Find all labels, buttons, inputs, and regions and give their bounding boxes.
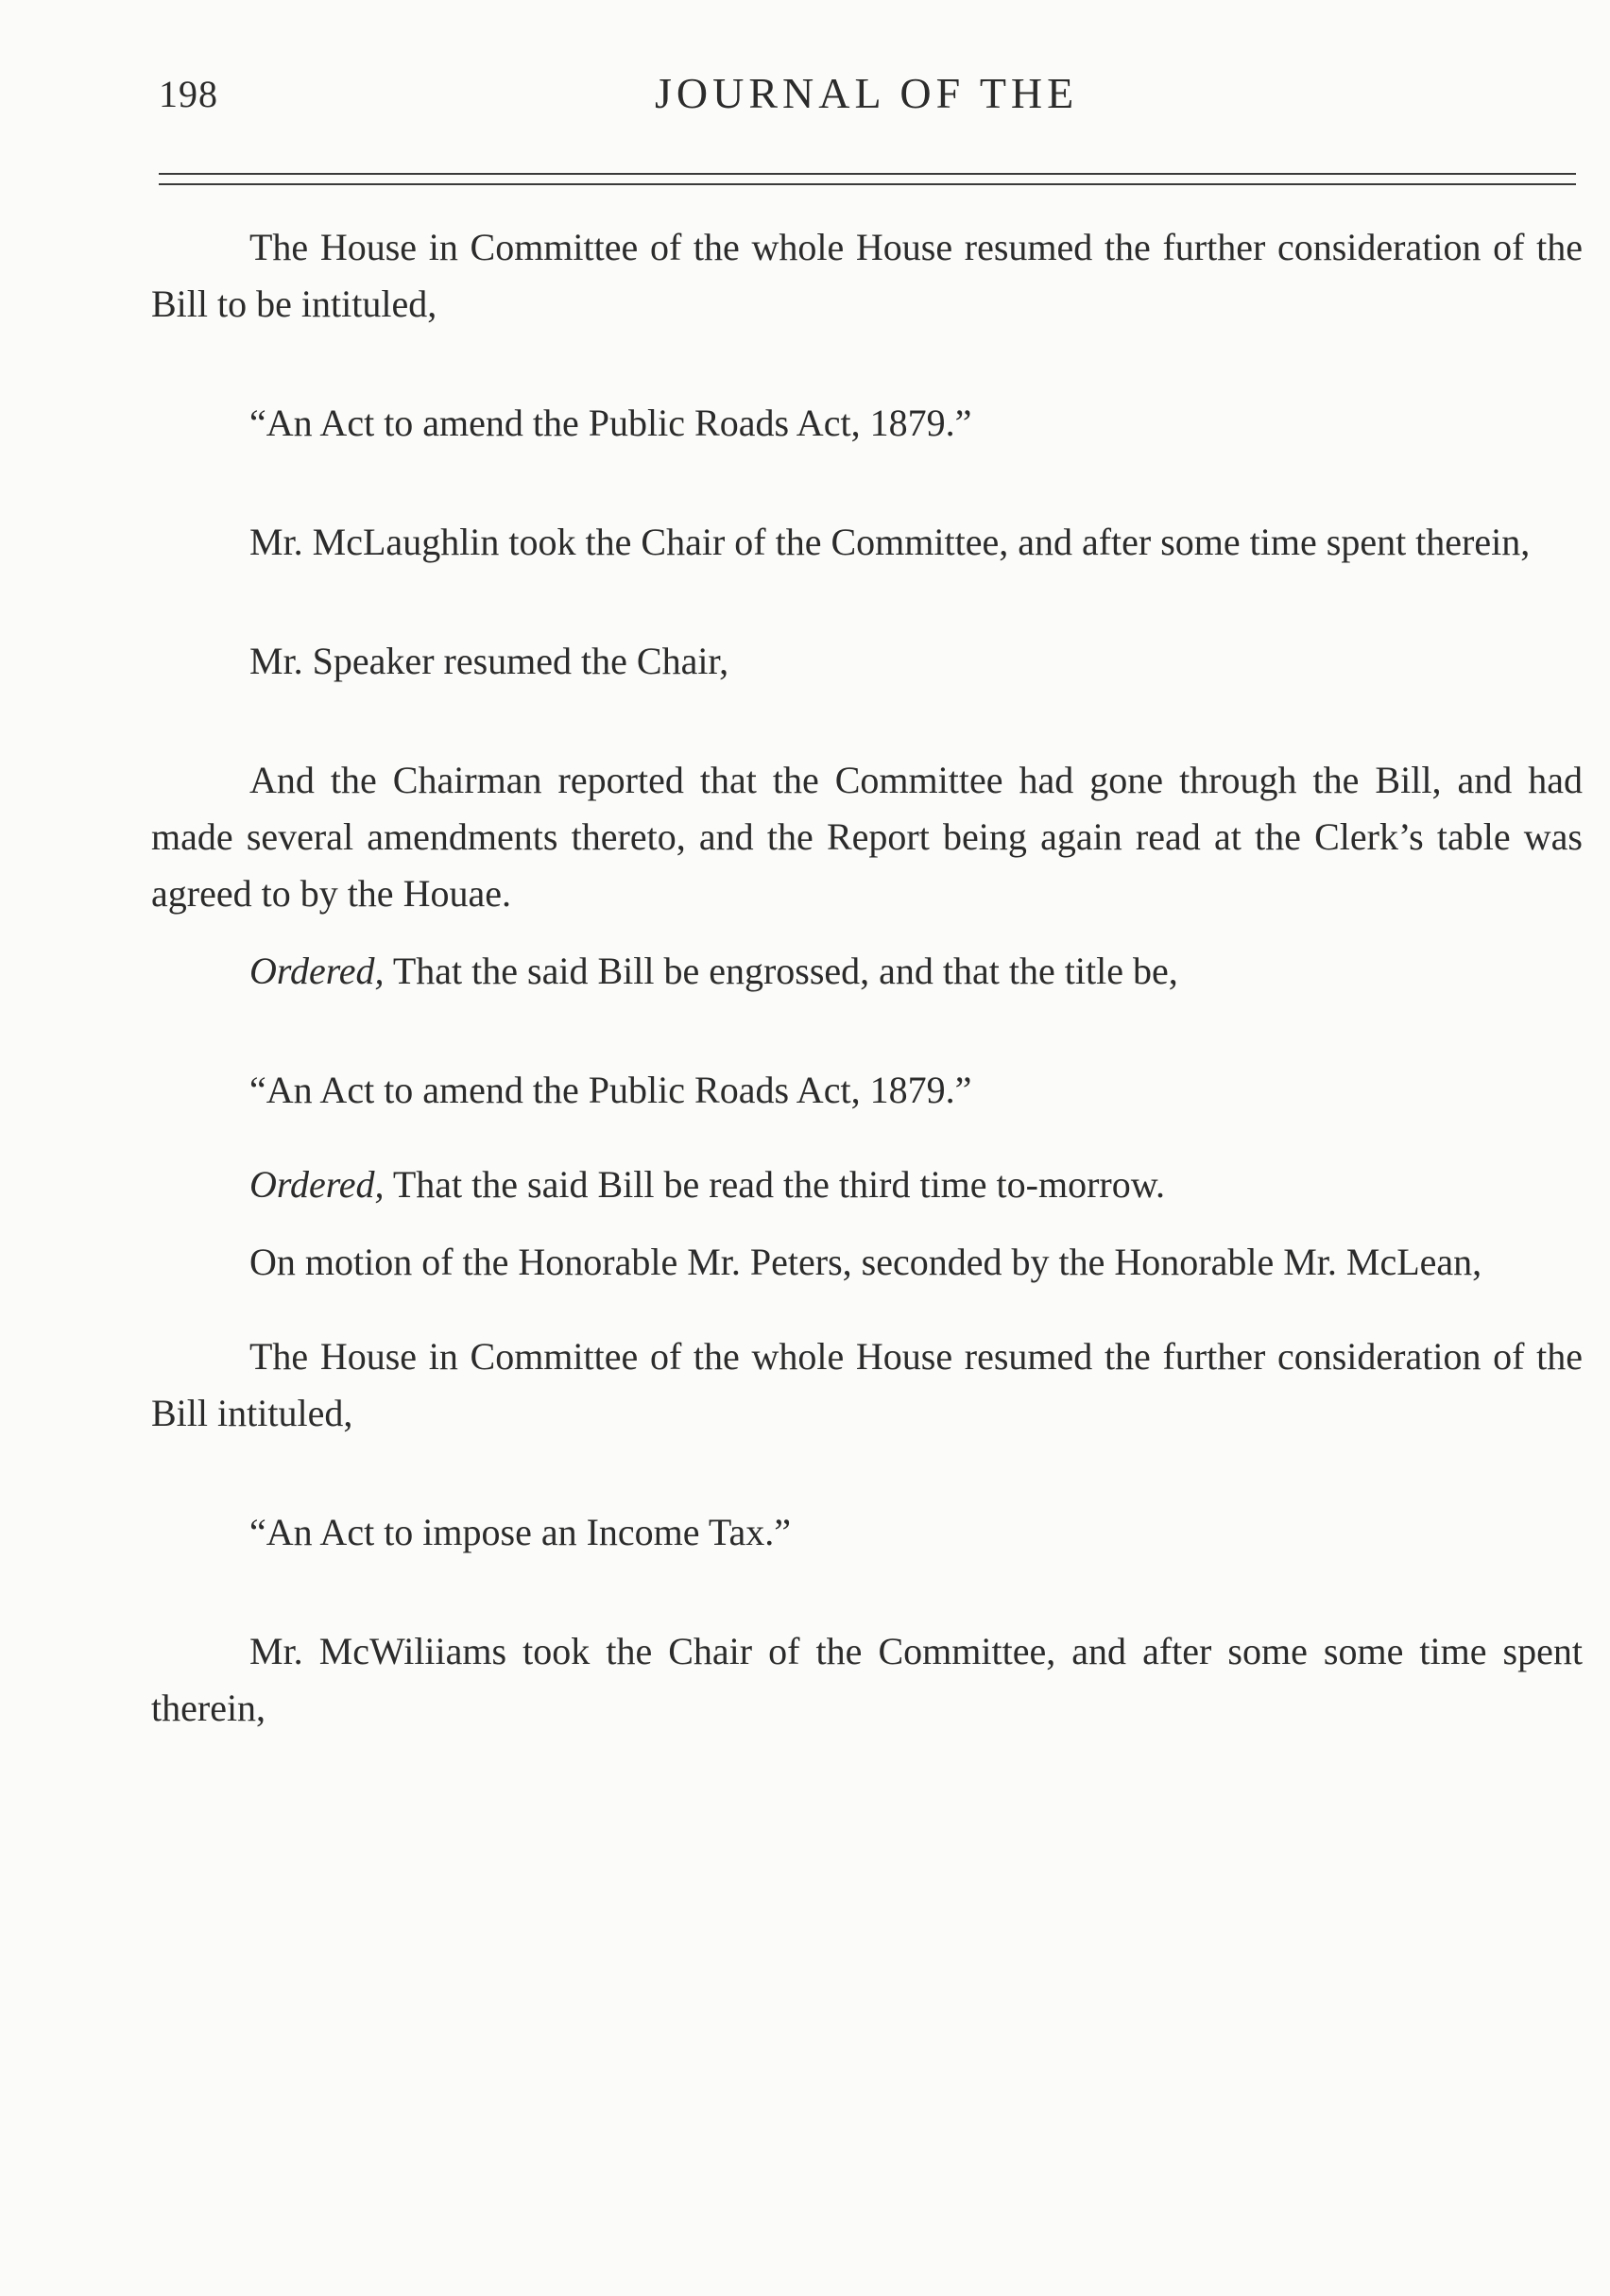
income-tax-bill-title: “An Act to impose an Income Tax.” bbox=[249, 1511, 791, 1553]
paragraph-ordered-engrossed bbox=[151, 943, 1583, 1000]
journal-body bbox=[151, 219, 1583, 1737]
paragraph-ordered-third-reading bbox=[151, 1157, 1583, 1213]
paragraph-speaker-resumed: Mr. Speaker resumed the Chair, bbox=[249, 640, 729, 682]
ordered-label: Ordered, bbox=[249, 950, 385, 992]
page-header bbox=[159, 59, 1576, 134]
header-rule-top bbox=[159, 173, 1576, 175]
ordered-text: That the said Bill be engrossed, and that the title be, bbox=[384, 950, 1178, 992]
paragraph-mcwilliams-chair: Mr. McWiliiams took the Chair of the Committee, and after some some time spent therein, bbox=[151, 1630, 1583, 1729]
bill-title-quote: “An Act to amend the Public Roads Act, 1879.” bbox=[249, 402, 972, 444]
paragraph-chairman-report: And the Chairman reported that the Committee had gone through the Bill, and had made several amendments thereto, and the Report being again read at the Clerk’s table was agreed to by the Houae. bbox=[151, 759, 1583, 915]
header-rule-bottom bbox=[159, 183, 1576, 185]
paragraph-motion: On motion of the Honorable Mr. Peters, seconded by the Honorable Mr. McLean, bbox=[249, 1241, 1482, 1283]
page-number: 198 bbox=[159, 73, 218, 115]
running-head: JOURNAL OF THE bbox=[655, 69, 1079, 117]
paragraph-committee-income-tax: The House in Committee of the whole House resumed the further consideration of the Bill intituled, bbox=[151, 1335, 1583, 1434]
paragraph-chair-taken: Mr. McLaughlin took the Chair of the Committee, and after some time spent therein, bbox=[249, 521, 1531, 563]
paragraph-committee-resumed: The House in Committee of the whole House resumed the further consideration of the Bill to be intituled, bbox=[151, 226, 1583, 325]
ordered-label: Ordered, bbox=[249, 1163, 385, 1206]
ordered-text: That the said Bill be read the third time to-morrow. bbox=[384, 1163, 1166, 1206]
bill-title-quote-repeat: “An Act to amend the Public Roads Act, 1879.” bbox=[249, 1069, 972, 1111]
